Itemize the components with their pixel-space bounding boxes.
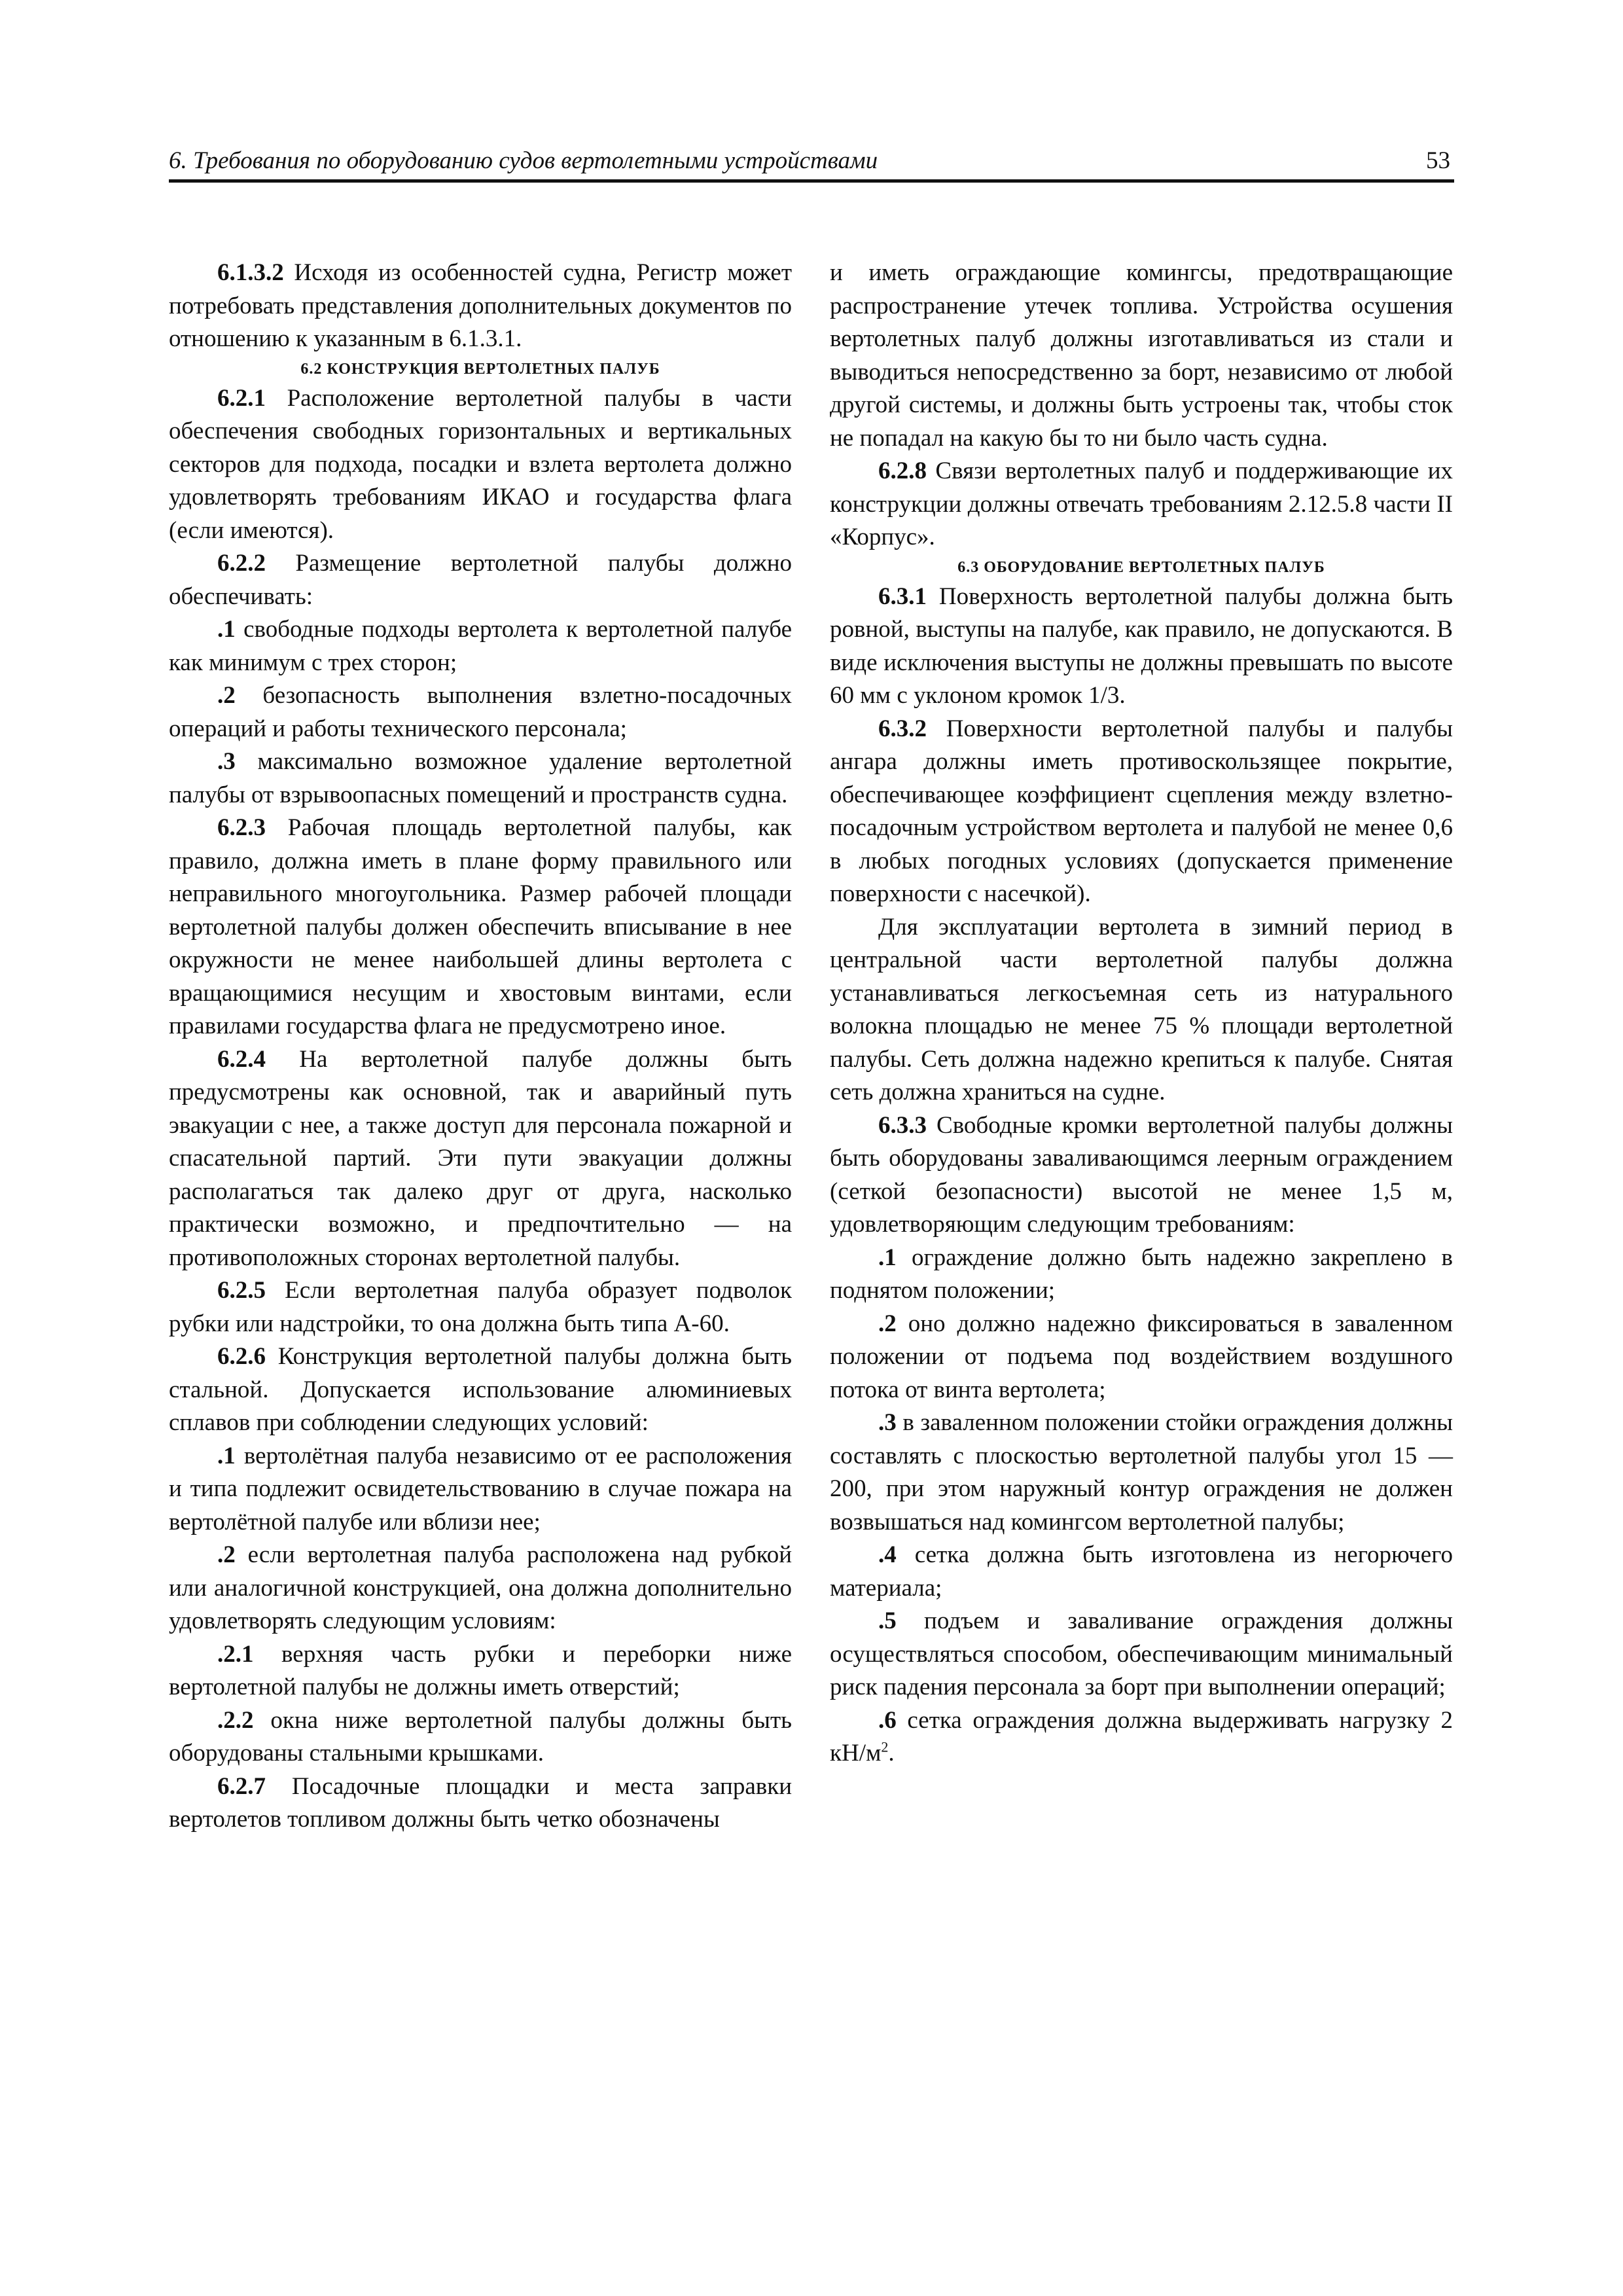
list-item bbox=[169, 1704, 792, 1770]
paragraph-6-2-5 bbox=[169, 1274, 792, 1340]
clause-text: Если вертолетная палуба образует подволок рубки или надстройки, то она должна быть типа А-60. bbox=[169, 1277, 792, 1337]
item-number: .2.2 bbox=[217, 1706, 254, 1734]
clause-number: 6.2.6 bbox=[217, 1343, 266, 1370]
list-item bbox=[830, 1407, 1453, 1539]
item-text: сетка ограждения должна выдерживать нагрузку 2 кН/м bbox=[830, 1706, 1453, 1767]
list-item bbox=[830, 1605, 1453, 1704]
item-text: вертолётная палуба независимо от ее расположения и типа подлежит освидетельствованию в случае пожара на вертолётной палубе или вблизи нее; bbox=[169, 1442, 792, 1535]
item-text: безопасность выполнения взлетно-посадочных операций и работы технического персонала; bbox=[169, 682, 792, 742]
list-item bbox=[169, 679, 792, 745]
clause-text: Расположение вертолетной палубы в части обеспечения свободных горизонтальных и вертикальных секторов для подхода, посадки и взлета вертолета должно удовлетворять требованиям ИКАО и государства флага (если имеются). bbox=[169, 384, 792, 544]
left-column bbox=[169, 257, 792, 1837]
item-end: . bbox=[888, 1740, 895, 1767]
list-item bbox=[169, 745, 792, 812]
clause-text: Поверхности вертолетной палубы и палубы ангара должны иметь противоскользящее покрытие, обеспечивающее коэффициент сцепления между взлетно-посадочным устройством вертолета и палубой не менее 0,6 в любых погодных условиях (допускается применение поверхности с насечкой). bbox=[830, 715, 1453, 907]
paragraph-6-2-7 bbox=[169, 1770, 792, 1837]
superscript: 2 bbox=[881, 1738, 889, 1755]
paragraph-winter-net: Для эксплуатации вертолета в зимний период в центральной части вертолетной палубы должна устанавливаться легкосъемная сеть из натурального волокна площадью не менее 75 % площади вертолетной палубы. Сеть должна надежно крепиться к палубе. Снятая сеть должна храниться на судне. bbox=[830, 913, 1453, 1105]
clause-number: 6.2.1 bbox=[217, 384, 266, 412]
page-header bbox=[169, 145, 1454, 183]
paragraph-6-3-3 bbox=[830, 1109, 1453, 1242]
clause-text: На вертолетной палубе должны быть предусмотрены как основной, так и аварийный путь эвакуации с нее, а также доступ для персонала пожарной и спасательной партий. Эти пути эвакуации должны располагаться так далеко друг от друга, насколько практически возможно, и предпочтительно — на противоположных сторонах вертолетной палубы. bbox=[169, 1045, 792, 1271]
clause-number: 6.2.2 bbox=[217, 550, 266, 577]
section-heading-6-3: 6.3 ОБОРУДОВАНИЕ ВЕРТОЛЕТНЫХ ПАЛУБ bbox=[957, 558, 1325, 576]
clause-text: Рабочая площадь вертолетной палубы, как правило, должна иметь в плане форму правильного или неправильного многоугольника. Размер рабочей площади вертолетной палубы должен обеспечить вписывание в нее окружности не менее наибольшей длины вертолета с вращающимися несущим и хвостовым винтами, если правилами государства флага не предусмотрено иное. bbox=[169, 814, 792, 1039]
list-item bbox=[169, 1440, 792, 1539]
item-number: .2 bbox=[878, 1310, 897, 1337]
item-number: .6 bbox=[878, 1706, 897, 1734]
list-item bbox=[169, 1638, 792, 1704]
list-item bbox=[169, 613, 792, 679]
clause-number: 6.2.8 bbox=[878, 457, 927, 484]
clause-number: 6.3.3 bbox=[878, 1111, 927, 1139]
clause-text: Свободные кромки вертолетной палубы должны быть оборудованы заваливающимся леерным ограждением (сеткой безопасности) высотой не менее 1,5 м, удовлетворяющим следующим требованиям: bbox=[830, 1111, 1453, 1238]
list-item bbox=[169, 1539, 792, 1638]
clause-number: 6.2.4 bbox=[217, 1045, 266, 1073]
right-column bbox=[830, 257, 1453, 1770]
paragraph-6-2-7-continued: и иметь ограждающие комингсы, предотвращающие распространение утечек топлива. Устройства осушения вертолетных палуб должны изготавливаться из стали и выводиться непосредственно за борт, независимо от любой другой системы, и должны быть устроены так, чтобы сток не попадал на какую бы то ни было часть судна. bbox=[830, 259, 1453, 452]
item-number: .5 bbox=[878, 1607, 897, 1634]
paragraph-6-2-1 bbox=[169, 382, 792, 548]
clause-number: 6.3.1 bbox=[878, 583, 927, 610]
item-text: ограждение должно быть надежно закреплено в поднятом положении; bbox=[830, 1244, 1453, 1304]
clause-text: Исходя из особенностей судна, Регистр может потребовать представления дополнительных документов по отношению к указанным в 6.1.3.1. bbox=[169, 259, 792, 352]
item-text: окна ниже вертолетной палубы должны быть оборудованы стальными крышками. bbox=[169, 1706, 792, 1767]
clause-number: 6.1.3.2 bbox=[217, 259, 284, 286]
item-number: .1 bbox=[217, 616, 236, 643]
paragraph-6-2-8 bbox=[830, 455, 1453, 554]
paragraph-6-2-2 bbox=[169, 547, 792, 613]
item-text: оно должно надежно фиксироваться в заваленном положении от подъема под воздействием воздушного потока от винта вертолета; bbox=[830, 1310, 1453, 1403]
paragraph-6-3-1 bbox=[830, 581, 1453, 713]
clause-number: 6.3.2 bbox=[878, 715, 927, 742]
item-number: .1 bbox=[878, 1244, 897, 1271]
clause-text: Конструкция вертолетной палубы должна быть стальной. Допускается использование алюминиевых сплавов при соблюдении следующих условий: bbox=[169, 1343, 792, 1436]
section-heading-6-2: 6.2 КОНСТРУКЦИЯ ВЕРТОЛЕТНЫХ ПАЛУБ bbox=[300, 360, 660, 378]
clause-number: 6.2.3 bbox=[217, 814, 266, 841]
item-number: .3 bbox=[217, 748, 236, 775]
item-number: .3 bbox=[878, 1409, 897, 1436]
item-number: .1 bbox=[217, 1442, 236, 1469]
clause-text: Связи вертолетных палуб и поддерживающие их конструкции должны отвечать требованиям 2.12.5.8 части II «Корпус». bbox=[830, 457, 1453, 550]
clause-text: Поверхность вертолетной палубы должна быть ровной, выступы на палубе, как правило, не допускаются. В виде исключения выступы не должны превышать по высоте 60 мм с уклоном кромок 1/3. bbox=[830, 583, 1453, 709]
item-text: свободные подходы вертолета к вертолетной палубе как минимум с трех сторон; bbox=[169, 616, 792, 676]
list-item bbox=[830, 1539, 1453, 1605]
item-number: .2 bbox=[217, 1541, 236, 1568]
paragraph-6-1-3-2 bbox=[169, 257, 792, 356]
item-text: сетка должна быть изготовлена из негорючего материала; bbox=[830, 1541, 1453, 1602]
paragraph-6-2-6 bbox=[169, 1340, 792, 1440]
item-number: .4 bbox=[878, 1541, 897, 1568]
clause-number: 6.2.7 bbox=[217, 1772, 266, 1800]
item-text: максимально возможное удаление вертолетной палубы от взрывоопасных помещений и пространств судна. bbox=[169, 748, 792, 808]
item-text: если вертолетная палуба расположена над рубкой или аналогичной конструкцией, она должна дополнительно удовлетворять следующим условиям: bbox=[169, 1541, 792, 1634]
paragraph-6-2-3 bbox=[169, 812, 792, 1043]
paragraph-6-3-2 bbox=[830, 713, 1453, 911]
item-number: .2.1 bbox=[217, 1640, 254, 1668]
item-text: в заваленном положении стойки ограждения должны составлять с плоскостью вертолетной палубы угол 15 — 200, при этом наружный контур ограждения не должен возвышаться над комингсом вертолетной палубы; bbox=[830, 1409, 1453, 1535]
clause-number: 6.2.5 bbox=[217, 1277, 266, 1304]
item-text: подъем и заваливание ограждения должны осуществляться способом, обеспечивающим минимальный риск падения персонала за борт при выполнении операций; bbox=[830, 1607, 1453, 1700]
list-item bbox=[830, 1704, 1453, 1770]
clause-text: Посадочные площадки и места заправки вертолетов топливом должны быть четко обозначены bbox=[169, 1772, 792, 1833]
clause-text: Размещение вертолетной палубы должно обеспечивать: bbox=[169, 550, 792, 610]
list-item bbox=[830, 1242, 1453, 1308]
page-number: 53 bbox=[1426, 147, 1450, 174]
paragraph-6-2-4 bbox=[169, 1043, 792, 1275]
running-title: 6. Требования по оборудованию судов вертолетными устройствами bbox=[169, 147, 878, 174]
item-number: .2 bbox=[217, 682, 236, 709]
list-item bbox=[830, 1308, 1453, 1407]
item-text: верхняя часть рубки и переборки ниже вертолетной палубы не должны иметь отверстий; bbox=[169, 1640, 792, 1700]
